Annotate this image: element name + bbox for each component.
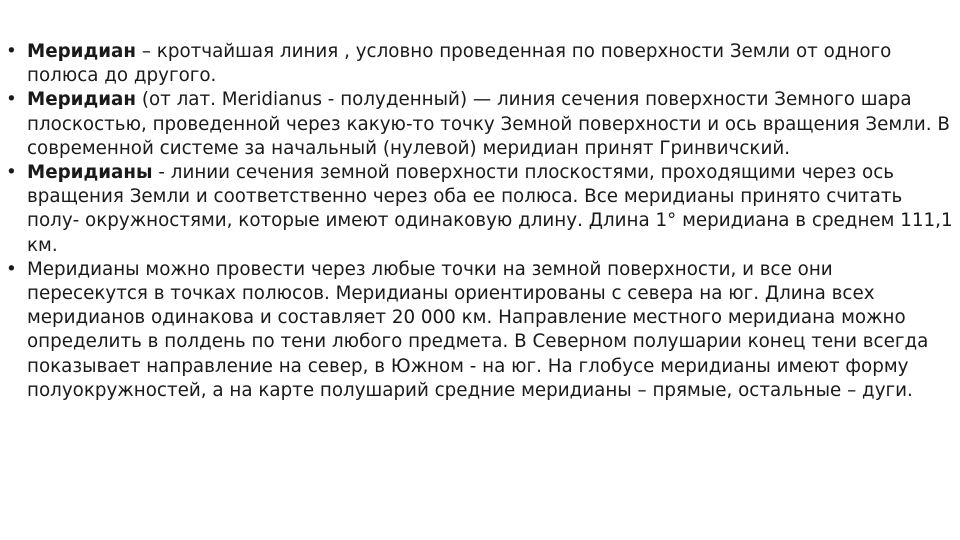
bullet-item-meridians-properties — [6, 258, 954, 403]
bullet-marker: • — [6, 258, 17, 280]
bullet-list — [6, 40, 954, 403]
bullet-text: (от лат. Meridianus - полуденный) — линия сечения поверхности Земного шара плоскостью, проведенной через какую-то точку Земной поверхности и ось вращения Земли. В современной системе за начальный (нулевой) меридиан принят Гринвичский. — [27, 89, 950, 159]
bullet-text: – кротчайшая линия , условно проведенная по поверхности Земли от одного полюса до другого. — [27, 41, 892, 87]
bullet-text: - линии сечения земной поверхности плоскостями, проходящими через ось вращения Земли и соответственно через оба ее полюса. Все меридианы принято считать полу- окружностями, которые имеют одинаковую длину. Длина 1° меридиана в среднем 111,1 км. — [27, 162, 953, 256]
bullet-term: Меридианы — [27, 162, 153, 184]
bullet-term: Меридиан — [27, 41, 137, 62]
bullet-marker: • — [6, 41, 17, 62]
bullet-item-meridian-definition — [6, 40, 954, 88]
bullet-item-meridians-lines — [6, 161, 954, 258]
bullet-term: Меридиан — [27, 89, 137, 111]
bullet-marker: • — [6, 162, 17, 184]
bullet-text: Меридианы можно провести через любые точки на земной поверхности, и все они пересекутся в точках полюсов. Меридианы ориентированы с севера на юг. Длина всех меридианов одинакова и составляет 20 000 км. Направление местного меридиана можно определить в полдень по тени любого предмета. В Северном полушарии конец тени всегда показывает направление на север, в Южном - на юг. На глобусе меридианы имеют форму полуокружностей, а на карте полушарий средние меридианы – прямые, остальные – дуги. — [27, 258, 929, 401]
bullet-item-meridian-latin — [6, 88, 954, 161]
bullet-marker: • — [6, 89, 17, 111]
